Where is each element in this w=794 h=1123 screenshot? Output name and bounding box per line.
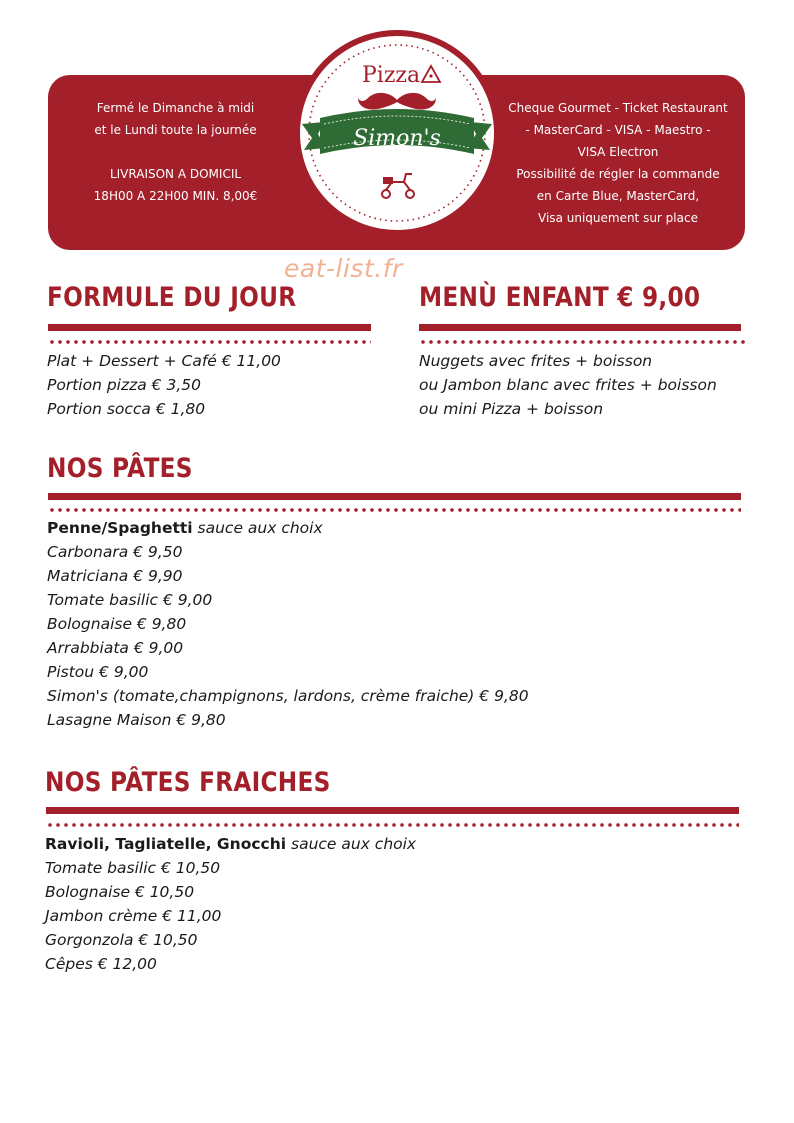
sauce-note: sauce aux choix bbox=[192, 519, 323, 537]
info-line: Cheque Gourmet - Ticket Restaurant bbox=[508, 101, 728, 115]
menu-item: Bolognaise € 9,80 bbox=[47, 615, 187, 633]
menu-item: Pistou € 9,00 bbox=[47, 663, 149, 681]
menu-item: Cêpes € 12,00 bbox=[45, 955, 157, 973]
menu-item: Tomate basilic € 9,00 bbox=[47, 591, 213, 609]
logo-name-text: Simon's bbox=[353, 126, 441, 151]
info-line: et le Lundi toute la journée bbox=[94, 123, 257, 137]
menu-item: Bolognaise € 10,50 bbox=[45, 883, 195, 901]
section-dots bbox=[419, 339, 745, 345]
section-rule bbox=[48, 493, 741, 500]
menu-item: ou mini Pizza + boisson bbox=[419, 400, 604, 418]
restaurant-logo bbox=[294, 30, 500, 236]
menu-item: Arrabbiata € 9,00 bbox=[47, 639, 184, 657]
menu-item: Portion pizza € 3,50 bbox=[47, 376, 201, 394]
section-title-pates: NOS PÂTES bbox=[47, 453, 193, 484]
menu-item: Carbonara € 9,50 bbox=[47, 543, 183, 561]
info-line: en Carte Blue, MasterCard, bbox=[536, 189, 700, 203]
menu-item: Tomate basilic € 10,50 bbox=[45, 859, 221, 877]
pasta-type-label: Ravioli, Tagliatelle, Gnocchi bbox=[45, 835, 287, 853]
sauce-note: sauce aux choix bbox=[286, 835, 417, 853]
info-line: - MasterCard - VISA - Maestro - bbox=[525, 123, 711, 137]
section-rule bbox=[46, 807, 739, 814]
pasta-type-label: Penne/Spaghetti bbox=[47, 519, 193, 537]
mustache-icon bbox=[358, 93, 436, 110]
logo-pizza-text: Pizza bbox=[362, 63, 421, 88]
enfant-item-list bbox=[419, 349, 717, 421]
menu-item-header bbox=[45, 832, 416, 856]
menu-item: Matriciana € 9,90 bbox=[47, 567, 183, 585]
scooter-icon bbox=[382, 174, 414, 198]
section-title-fraiches: NOS PÂTES FRAICHES bbox=[45, 767, 331, 798]
formule-item-list bbox=[47, 349, 281, 421]
menu-item: Gorgonzola € 10,50 bbox=[45, 931, 198, 949]
section-dots bbox=[46, 822, 739, 828]
menu-item: Lasagne Maison € 9,80 bbox=[47, 711, 226, 729]
info-line: 18H00 A 22H00 MIN. 8,00€ bbox=[93, 189, 258, 203]
section-rule bbox=[48, 324, 371, 331]
section-dots bbox=[48, 339, 371, 345]
payment-info bbox=[498, 97, 738, 229]
section-title-enfant: MENÙ ENFANT € 9,00 bbox=[419, 282, 701, 313]
info-line: Fermé le Dimanche à midi bbox=[96, 101, 255, 115]
info-line bbox=[48, 141, 303, 163]
menu-item: Simon's (tomate,champignons, lardons, crème fraiche) € 9,80 bbox=[47, 687, 529, 705]
menu-item-header bbox=[47, 516, 529, 540]
info-line: LIVRAISON A DOMICIL bbox=[109, 167, 242, 181]
section-dots bbox=[48, 507, 741, 513]
menu-item: Jambon crème € 11,00 bbox=[45, 907, 222, 925]
menu-item: Portion socca € 1,80 bbox=[47, 400, 206, 418]
opening-hours-info bbox=[48, 97, 303, 207]
info-line: Visa uniquement sur place bbox=[538, 211, 698, 225]
fraiches-item-list bbox=[45, 832, 416, 976]
pates-item-list bbox=[47, 516, 529, 732]
section-title-formule: FORMULE DU JOUR bbox=[47, 282, 297, 313]
info-line: VISA Electron bbox=[577, 145, 659, 159]
menu-item: Plat + Dessert + Café € 11,00 bbox=[47, 352, 281, 370]
section-rule bbox=[419, 324, 741, 331]
menu-item: Nuggets avec frites + boisson bbox=[419, 352, 653, 370]
menu-item: ou Jambon blanc avec frites + boisson bbox=[419, 376, 717, 394]
watermark-text: eat-list.fr bbox=[284, 254, 403, 283]
pizza-slice-icon bbox=[422, 66, 440, 82]
info-line: Possibilité de régler la commande bbox=[516, 167, 720, 181]
